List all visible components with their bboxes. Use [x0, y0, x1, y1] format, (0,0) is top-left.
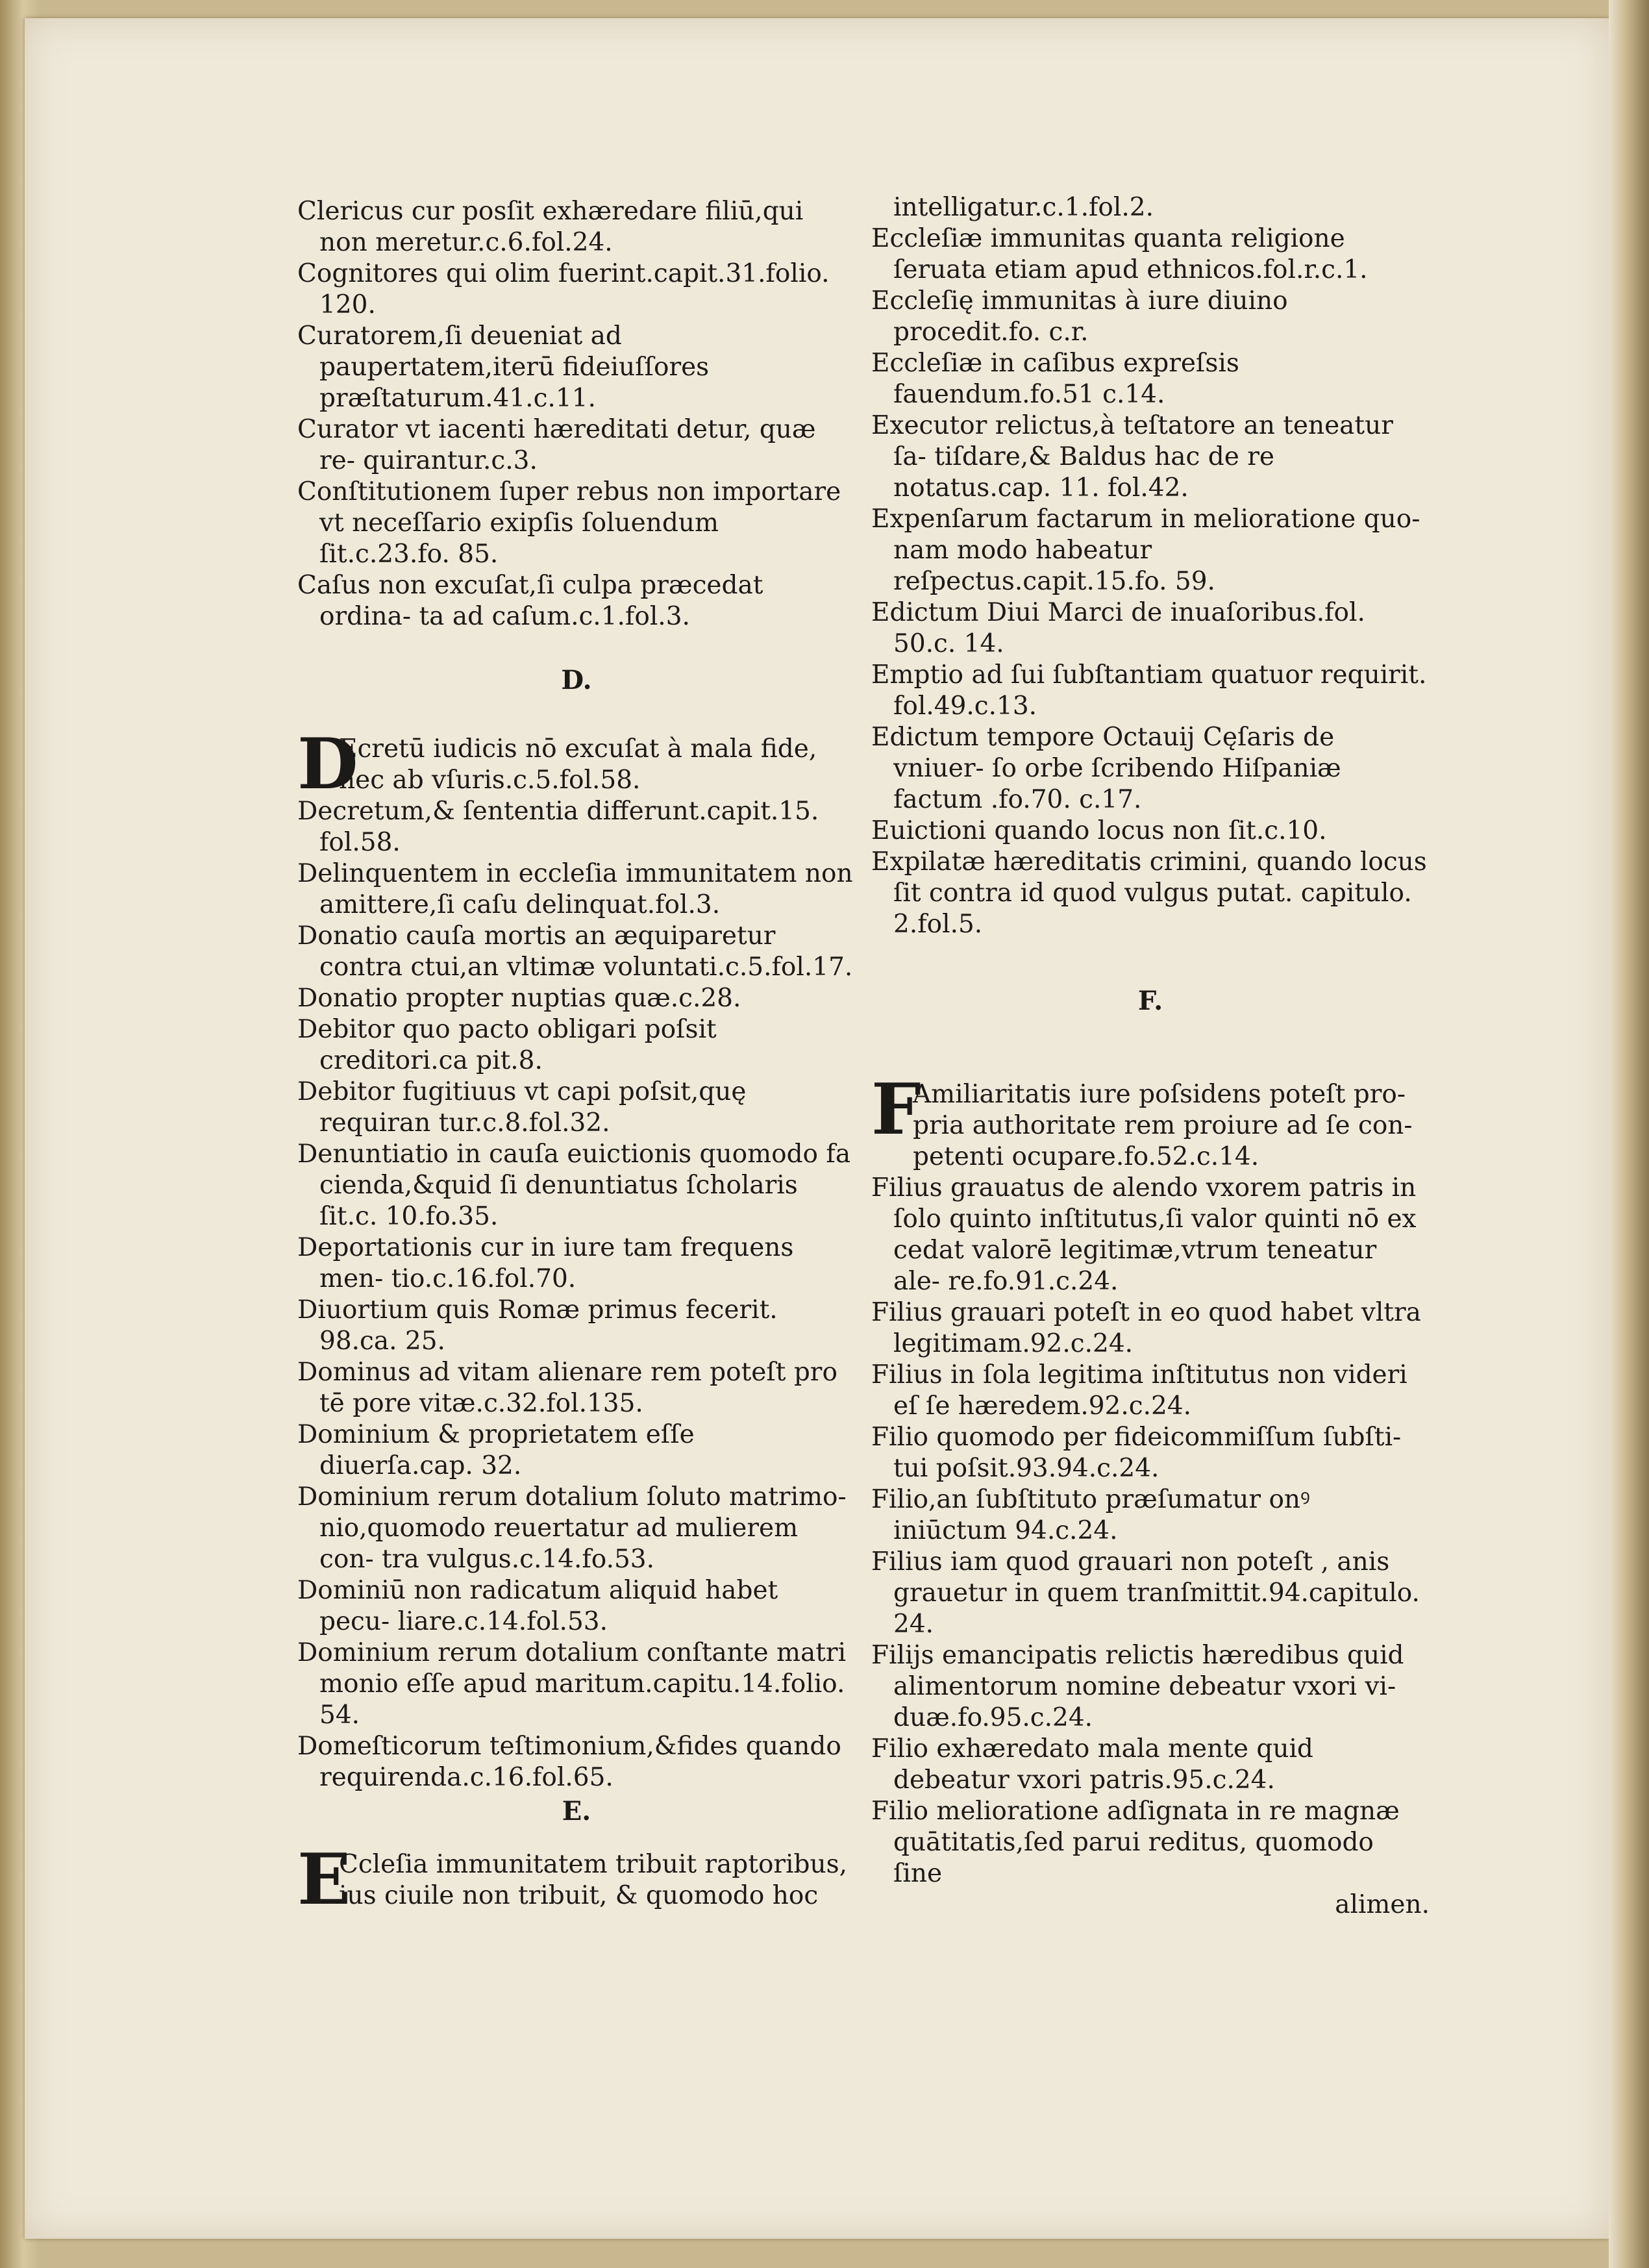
- index-entry: Decretum,& ſententia differunt.capit.15. fol.58.: [297, 797, 819, 857]
- index-entry: Filijs emancipatis relictis hæredibus quid alimentorum nomine debeatur vxori vi- duæ.fo.95.c.24.: [871, 1641, 1404, 1732]
- index-entry: Domeſticorum teſtimonium,&fides quando requirenda.c.16.fol.65.: [297, 1732, 841, 1792]
- index-entry: Dominium rerum dotalium conſtante matri monio eſſe apud maritum.capitu.14.folio. 54.: [297, 1638, 847, 1730]
- index-entry: Filius grauatus de alendo vxorem patris in ſolo quinto inſtitutus,ſi valor quinti nō ex cedat valorē legitimæ,vtrum teneatur ale- re.fo.91.c.24.: [871, 1173, 1417, 1296]
- index-entry: Diuortium quis Romæ primus fecerit. 98.ca. 25.: [297, 1295, 778, 1356]
- drop-cap-f: F: [871, 1069, 921, 1151]
- index-entry: Eccleſiæ in caſibus expreſsis fauendum.fo.51 c.14.: [871, 349, 1239, 409]
- index-entry: Dominus ad vitam alienare rem poteſt pro tē pore vitæ.c.32.fol.135.: [297, 1358, 837, 1418]
- section-heading-f: F.: [1137, 986, 1163, 1016]
- index-entry: Donatio propter nuptias quæ.c.28.: [297, 984, 741, 1013]
- index-entry: Donatio cauſa mortis an æquiparetur contra ctui,an vltimæ voluntati.c.5.fol.17.: [297, 921, 853, 982]
- index-entry-end: alimen.: [1335, 1890, 1430, 1919]
- section-heading-d: D.: [561, 665, 592, 695]
- index-entry: Conſtitutionem ſuper rebus non importare vt neceſſario exipſis ſoluendum ſit.c.23.fo. 85.: [297, 477, 841, 569]
- index-entry: Dominium rerum dotalium ſoluto matrimo- nio,quomodo reuertatur ad mulierem con- tra vulgus.c.14.fo.53.: [297, 1482, 847, 1574]
- index-entry: Ecretū iudicis nō excuſat à mala fide, nec ab vſuris.c.5.fol.58.: [339, 734, 817, 795]
- index-entry: Executor relictus,à teſtatore an teneatur ſa- tiſdare,& Baldus hac de re notatus.cap. 11. fol.42.: [871, 411, 1393, 503]
- index-entry: Expilatæ hæreditatis crimini, quando locus ſit contra id quod vulgus putat. capitulo. 2.fol.5.: [871, 847, 1427, 939]
- index-entry: Edictum tempore Octauij Cęſaris de vniuer- ſo orbe ſcribendo Hiſpaniæ factum .fo.70. c.17.: [871, 723, 1341, 814]
- drop-cap-d: D: [297, 723, 358, 805]
- index-entry: Debitor fugitiuus vt capi poſsit,quę requiran tur.c.8.fol.32.: [297, 1077, 747, 1138]
- right-column: [871, 192, 1430, 1921]
- index-entry: Filius iam quod grauari non poteſt , anis grauetur in quem tranſmittit.94.capitulo. 24.: [871, 1547, 1420, 1639]
- index-entry: Cognitores qui olim fuerint.capit.31.folio. 120.: [297, 259, 830, 319]
- index-entry: Filius grauari poteſt in eo quod habet vltra legitimam.92.c.24.: [871, 1298, 1421, 1358]
- first-entry-e: [297, 1839, 856, 1921]
- index-entry: Amiliaritatis iure poſsidens poteſt pro- pria authoritate rem proiure ad ſe con- petenti ocupare.fo.52.c.14.: [913, 1080, 1413, 1171]
- index-entry: Curator vt iacenti hæreditati detur, quæ re- quirantur.c.3.: [297, 415, 816, 475]
- index-entry: Filio melioratione adſignata in re magnæ quātitatis,ſed parui reditus, quomodo ſine: [871, 1797, 1400, 1888]
- index-entry: Denuntiatio in cauſa euictionis quomodo fa cienda,&quid ſi denuntiatus ſcholaris ſit.c. 10.fo.35.: [297, 1140, 851, 1231]
- page-edge: [1609, 0, 1649, 2268]
- drop-cap-e: E: [297, 1839, 351, 1921]
- index-entry: Deportationis cur in iure tam frequens men- tio.c.16.fol.70.: [297, 1233, 794, 1293]
- index-entry: Debitor quo pacto obligari poſsit creditori.ca pit.8.: [297, 1015, 717, 1075]
- index-entry: Emptio ad ſui ſubſtantiam quatuor requirit. fol.49.c.13.: [871, 660, 1427, 721]
- index-entry: Eccleſię immunitas à iure diuino procedit.fo. c.r.: [871, 286, 1288, 347]
- index-entry: Eccleſiæ immunitas quanta religione ſeruata etiam apud ethnicos.fol.r.c.1.: [871, 224, 1368, 284]
- index-entry: Clericus cur posſit exhæredare filiū,qui non meretur.c.6.fol.24.: [297, 197, 804, 257]
- index-entry: Filius in ſola legitima inſtitutus non videri eſ ſe hæredem.92.c.24.: [871, 1360, 1407, 1421]
- first-entry-d: [297, 723, 856, 805]
- index-entry: Dominium & proprietatem eſſe diuerſa.cap. 32.: [297, 1420, 695, 1480]
- index-entry: Filio exhæredato mala mente quid debeatur vxori patris.95.c.24.: [871, 1734, 1313, 1795]
- index-entry: Dominiū non radicatum aliquid habet pecu- liare.c.14.fol.53.: [297, 1576, 778, 1636]
- index-entry: Ccleſia immunitatem tribuit raptoribus, ius ciuile non tribuit, & quomodo hoc: [339, 1850, 848, 1910]
- index-entry: Filio quomodo per fideicommiſſum ſubſti- tui poſsit.93.94.c.24.: [871, 1423, 1402, 1483]
- index-entry: Expenſarum factarum in melioratione quo- nam modo habeatur reſpectus.capit.15.fo. 59.: [871, 505, 1420, 596]
- index-entry: Euictioni quando locus non ſit.c.10.: [871, 816, 1327, 845]
- index-entry: Caſus non excuſat,ſi culpa præcedat ordina- ta ad caſum.c.1.fol.3.: [297, 571, 763, 631]
- first-entry-f: [871, 1069, 1430, 1173]
- index-entry: Delinquentem in eccleſia immunitatem non amittere,ſi caſu delinquat.fol.3.: [297, 859, 853, 919]
- index-entry: Curatorem,ſi deueniat ad paupertatem,iterū fideiuſſores præſtaturum.41.c.11.: [297, 321, 710, 413]
- index-entry: Edictum Diui Marci de inuaſoribus.fol. 50.c. 14.: [871, 598, 1365, 658]
- left-column: [297, 196, 856, 1921]
- section-heading-e: E.: [562, 1796, 591, 1826]
- index-entry: Filio,an ſubſtituto præſumatur onꝰ iniūctum 94.c.24.: [871, 1485, 1310, 1545]
- index-entry-continuation: intelligatur.c.1.fol.2.: [893, 193, 1154, 222]
